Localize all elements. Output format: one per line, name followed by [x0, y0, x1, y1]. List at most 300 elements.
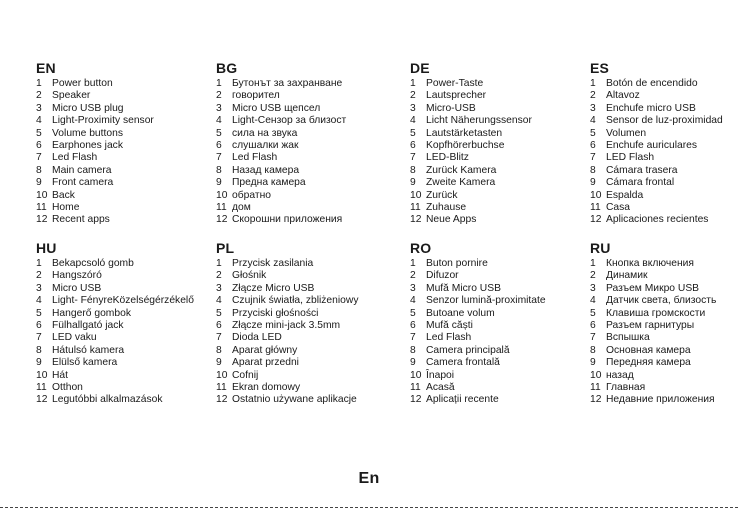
list-item: [216, 152, 391, 164]
item-number: 10: [36, 189, 48, 201]
item-label: Mufă Micro USB: [426, 282, 501, 294]
list-item: [590, 90, 738, 102]
item-label: сила на звука: [232, 127, 298, 139]
item-number: 7: [216, 332, 222, 344]
item-number: 7: [410, 332, 416, 344]
part-list: [410, 78, 585, 227]
item-number: 5: [590, 127, 596, 139]
item-number: 1: [590, 258, 596, 269]
list-item: [410, 270, 585, 282]
item-label: Предна камера: [232, 177, 306, 189]
list-item: [590, 258, 738, 270]
item-number: 12: [36, 214, 48, 226]
item-number: 8: [410, 164, 416, 176]
item-number: 9: [36, 177, 42, 189]
list-item: [36, 152, 211, 164]
item-label: Difuzor: [426, 270, 459, 282]
item-label: Zweite Kamera: [426, 177, 496, 189]
list-item: [410, 152, 585, 164]
item-number: 5: [216, 127, 222, 139]
item-label: Разъем гарнитуры: [606, 320, 695, 332]
item-number: 4: [590, 115, 596, 127]
item-label: Power button: [52, 78, 113, 89]
item-label: Power-Taste: [426, 78, 484, 89]
item-label: Senzor lumină-proximitate: [426, 295, 546, 307]
language-heading: ES: [590, 60, 610, 76]
item-number: 5: [36, 127, 42, 139]
item-number: 3: [410, 102, 416, 114]
item-number: 6: [410, 320, 416, 332]
list-item: [590, 140, 738, 152]
item-number: 9: [590, 357, 596, 369]
list-item: [590, 283, 738, 295]
item-number: 5: [590, 307, 596, 319]
item-label: Micro USB щепсел: [232, 102, 321, 114]
item-label: Fülhallgató jack: [52, 320, 124, 332]
part-list: [216, 78, 391, 227]
item-number: 1: [216, 78, 222, 89]
item-label: Hangerő gombok: [52, 307, 131, 319]
item-number: 11: [36, 382, 47, 394]
item-number: 12: [36, 394, 48, 406]
item-number: 9: [216, 177, 222, 189]
list-item: [590, 370, 738, 382]
language-section-es: [590, 60, 738, 227]
item-label: Botón de encendido: [606, 78, 698, 89]
item-number: 6: [216, 320, 222, 332]
item-label: Ostatnio używane aplikacje: [232, 394, 357, 406]
item-number: 4: [216, 295, 222, 307]
list-item: [216, 270, 391, 282]
list-item: [590, 332, 738, 344]
language-heading: DE: [410, 60, 430, 76]
item-label: Speaker: [52, 90, 91, 102]
item-number: 5: [410, 127, 416, 139]
language-section-ro: [410, 240, 585, 407]
item-label: LED vaku: [52, 332, 97, 344]
item-number: 3: [36, 282, 42, 294]
item-number: 2: [36, 90, 42, 102]
item-label: Enchufe micro USB: [606, 102, 696, 114]
item-label: Espalda: [606, 189, 644, 201]
item-number: 2: [410, 270, 416, 282]
item-number: 6: [36, 320, 42, 332]
item-number: 2: [216, 90, 222, 102]
item-number: 8: [36, 344, 42, 356]
list-item: [216, 394, 391, 406]
item-number: 3: [410, 282, 416, 294]
list-item: [410, 115, 585, 127]
item-number: 1: [216, 258, 222, 269]
item-label: Light- FényreKözelségérzékelő: [52, 295, 194, 307]
list-item: [36, 345, 211, 357]
item-number: 11: [410, 202, 421, 214]
part-list: [36, 258, 211, 407]
item-label: Recent apps: [52, 214, 110, 226]
list-item: [410, 258, 585, 270]
part-list: [590, 258, 738, 407]
list-item: [410, 308, 585, 320]
item-number: 3: [216, 102, 222, 114]
list-item: [216, 370, 391, 382]
item-number: 10: [590, 369, 602, 381]
item-number: 12: [216, 394, 228, 406]
list-item: [410, 320, 585, 332]
item-number: 7: [216, 152, 222, 164]
item-number: 1: [590, 78, 596, 89]
list-item: [410, 103, 585, 115]
list-item: [216, 128, 391, 140]
list-item: [590, 177, 738, 189]
list-item: [590, 190, 738, 202]
list-item: [410, 357, 585, 369]
list-item: [410, 140, 585, 152]
item-label: Вспышка: [606, 332, 650, 344]
part-list: [216, 258, 391, 407]
item-label: Camera frontală: [426, 357, 500, 369]
language-section-hu: [36, 240, 211, 407]
item-label: Przyciski głośności: [232, 307, 319, 319]
language-section-pl: [216, 240, 391, 407]
item-number: 8: [216, 164, 222, 176]
list-item: [36, 128, 211, 140]
list-item: [36, 103, 211, 115]
list-item: [410, 190, 585, 202]
item-number: 10: [590, 189, 602, 201]
list-item: [216, 332, 391, 344]
item-number: 7: [36, 332, 42, 344]
list-item: [410, 202, 585, 214]
list-item: [590, 308, 738, 320]
item-number: 4: [410, 115, 416, 127]
list-item: [410, 370, 585, 382]
item-number: 8: [216, 344, 222, 356]
language-heading: EN: [36, 60, 56, 76]
item-label: Złącze mini-jack 3.5mm: [232, 320, 341, 332]
page-footer-language: En: [358, 470, 380, 487]
list-item: [590, 345, 738, 357]
item-label: Недавние приложения: [606, 394, 715, 406]
item-number: 12: [216, 214, 228, 226]
list-item: [36, 165, 211, 177]
item-number: 9: [410, 177, 416, 189]
language-heading: BG: [216, 60, 238, 76]
list-item: [216, 283, 391, 295]
item-number: 2: [590, 90, 596, 102]
item-number: 7: [590, 332, 596, 344]
item-label: LED-Blitz: [426, 152, 469, 164]
list-item: [36, 78, 211, 90]
item-number: 10: [410, 369, 422, 381]
item-label: Bekapcsoló gomb: [52, 258, 134, 269]
item-label: Złącze Micro USB: [232, 282, 315, 294]
item-label: Otthon: [52, 382, 83, 394]
item-number: 2: [590, 270, 596, 282]
item-label: Przycisk zasilania: [232, 258, 314, 269]
list-item: [410, 214, 585, 226]
list-item: [216, 115, 391, 127]
item-label: Кнопка включения: [606, 258, 695, 269]
item-number: 6: [36, 140, 42, 152]
list-item: [36, 177, 211, 189]
item-label: Volumen: [606, 127, 647, 139]
list-item: [216, 140, 391, 152]
list-item: [590, 165, 738, 177]
item-number: 4: [410, 295, 416, 307]
item-number: 2: [216, 270, 222, 282]
item-label: Клавиша громскости: [606, 307, 706, 319]
item-label: Volume buttons: [52, 127, 123, 139]
item-label: Mufă căști: [426, 320, 473, 332]
list-item: [216, 165, 391, 177]
list-item: [216, 295, 391, 307]
list-item: [410, 394, 585, 406]
item-number: 12: [410, 214, 422, 226]
item-label: Main camera: [52, 164, 112, 176]
part-list: [36, 78, 211, 227]
list-item: [36, 140, 211, 152]
list-item: [216, 258, 391, 270]
item-label: Cámara frontal: [606, 177, 675, 189]
item-label: Elülső kamera: [52, 357, 118, 369]
item-label: говорител: [232, 90, 280, 102]
item-number: 10: [410, 189, 422, 201]
item-number: 10: [216, 189, 228, 201]
list-item: [590, 357, 738, 369]
item-number: 7: [410, 152, 416, 164]
list-item: [36, 90, 211, 102]
item-number: 11: [36, 202, 47, 214]
item-label: Cofnij: [232, 369, 259, 381]
item-label: Aparat przedni: [232, 357, 299, 369]
list-item: [410, 382, 585, 394]
list-item: [36, 320, 211, 332]
item-label: Ekran domowy: [232, 382, 301, 394]
item-label: Altavoz: [606, 90, 640, 102]
item-label: Licht Näherungssensor: [426, 115, 532, 127]
item-number: 6: [590, 320, 596, 332]
list-item: [410, 283, 585, 295]
item-label: Legutóbbi alkalmazások: [52, 394, 163, 406]
list-item: [36, 270, 211, 282]
item-number: 3: [216, 282, 222, 294]
list-item: [590, 214, 738, 226]
item-label: Скорошни приложения: [232, 214, 343, 226]
item-label: Aplicaciones recientes: [606, 214, 709, 226]
item-label: Aplicații recente: [426, 394, 499, 406]
item-number: 3: [36, 102, 42, 114]
item-number: 11: [590, 202, 601, 214]
item-number: 6: [216, 140, 222, 152]
item-label: Głośnik: [232, 270, 267, 282]
item-number: 12: [590, 394, 602, 406]
item-number: 6: [590, 140, 596, 152]
item-label: Hát: [52, 369, 69, 381]
language-section-ru: [590, 240, 738, 407]
list-item: [590, 115, 738, 127]
item-number: 10: [36, 369, 48, 381]
language-section-de: [410, 60, 585, 227]
part-list: [410, 258, 585, 407]
list-item: [216, 177, 391, 189]
item-number: 4: [216, 115, 222, 127]
language-heading: RU: [590, 240, 611, 256]
item-label: Butoane volum: [426, 307, 495, 319]
item-label: Casa: [606, 202, 631, 214]
item-label: Home: [52, 202, 80, 214]
item-label: Lautstärketasten: [426, 127, 503, 139]
list-item: [36, 332, 211, 344]
item-label: Camera principală: [426, 344, 510, 356]
item-number: 11: [216, 382, 227, 394]
item-number: 12: [590, 214, 602, 226]
item-label: Sensor de luz-proximidad: [606, 115, 723, 127]
list-item: [410, 128, 585, 140]
list-item: [36, 295, 211, 307]
item-number: 8: [590, 344, 596, 356]
item-number: 9: [36, 357, 42, 369]
part-list: [590, 78, 738, 227]
list-item: [216, 320, 391, 332]
item-number: 2: [410, 90, 416, 102]
language-section-en: [36, 60, 211, 227]
item-number: 4: [590, 295, 596, 307]
item-label: назад: [606, 369, 634, 381]
item-label: Разъем Микро USB: [606, 282, 700, 294]
list-item: [216, 382, 391, 394]
list-item: [410, 78, 585, 90]
item-number: 5: [36, 307, 42, 319]
list-item: [36, 357, 211, 369]
list-item: [590, 78, 738, 90]
item-number: 8: [590, 164, 596, 176]
item-number: 7: [36, 152, 42, 164]
language-heading: PL: [216, 240, 235, 256]
list-item: [216, 357, 391, 369]
item-label: Hátulsó kamera: [52, 344, 125, 356]
item-label: Acasă: [426, 382, 455, 394]
item-label: Cámara trasera: [606, 164, 678, 176]
item-label: Назад камера: [232, 164, 300, 176]
list-item: [216, 78, 391, 90]
item-label: Back: [52, 189, 75, 201]
list-item: [216, 214, 391, 226]
item-label: Kopfhörerbuchse: [426, 140, 505, 152]
item-label: Lautsprecher: [426, 90, 487, 102]
list-item: [590, 295, 738, 307]
list-item: [36, 214, 211, 226]
item-number: 10: [216, 369, 228, 381]
item-label: Датчик света, близость: [606, 295, 717, 307]
item-label: Dioda LED: [232, 332, 282, 344]
language-heading: HU: [36, 240, 57, 256]
list-item: [216, 190, 391, 202]
list-item: [36, 308, 211, 320]
item-number: 1: [410, 258, 416, 269]
item-label: Основная камера: [606, 344, 691, 356]
language-section-bg: [216, 60, 391, 227]
item-label: Led Flash: [52, 152, 98, 164]
list-item: [410, 177, 585, 189]
item-label: Главная: [606, 382, 646, 394]
list-item: [590, 394, 738, 406]
list-item: [216, 202, 391, 214]
list-item: [36, 394, 211, 406]
item-number: 12: [410, 394, 422, 406]
item-label: Led Flash: [232, 152, 278, 164]
list-item: [590, 320, 738, 332]
item-label: Hangszóró: [52, 270, 102, 282]
list-item: [36, 202, 211, 214]
item-number: 2: [36, 270, 42, 282]
item-label: Aparat główny: [232, 344, 298, 356]
item-label: Light-Proximity sensor: [52, 115, 154, 127]
list-item: [410, 295, 585, 307]
item-label: Динамик: [606, 270, 648, 282]
item-label: Led Flash: [426, 332, 472, 344]
item-label: Neue Apps: [426, 214, 477, 226]
item-number: 5: [216, 307, 222, 319]
list-item: [36, 115, 211, 127]
item-number: 9: [590, 177, 596, 189]
list-item: [216, 345, 391, 357]
list-item: [590, 382, 738, 394]
list-item: [410, 165, 585, 177]
item-number: 1: [36, 258, 42, 269]
item-label: Înapoi: [426, 369, 455, 381]
item-label: Zurück Kamera: [426, 164, 497, 176]
list-item: [216, 90, 391, 102]
item-label: слушалки жак: [232, 140, 299, 152]
item-label: Czujnik światła, zbliżeniowy: [232, 295, 359, 307]
item-label: обратно: [232, 189, 271, 201]
item-number: 9: [410, 357, 416, 369]
item-label: Earphones jack: [52, 140, 123, 152]
item-number: 11: [216, 202, 227, 214]
list-item: [36, 283, 211, 295]
item-label: Front camera: [52, 177, 114, 189]
item-number: 9: [216, 357, 222, 369]
item-label: Light-Сензор за близост: [232, 115, 347, 127]
item-label: Бутонът за захранване: [232, 78, 343, 89]
list-item: [590, 152, 738, 164]
item-number: 8: [410, 344, 416, 356]
item-label: дом: [232, 202, 251, 214]
item-number: 6: [410, 140, 416, 152]
list-item: [590, 128, 738, 140]
item-label: Передняя камера: [606, 357, 691, 369]
page-divider: [0, 507, 738, 508]
item-label: Micro USB plug: [52, 102, 124, 114]
item-number: 4: [36, 295, 42, 307]
list-item: [216, 103, 391, 115]
item-label: Zuhause: [426, 202, 467, 214]
item-number: 11: [590, 382, 601, 394]
item-number: 1: [36, 78, 42, 89]
item-label: Enchufe auriculares: [606, 140, 698, 152]
item-number: 5: [410, 307, 416, 319]
item-label: Zurück: [426, 189, 458, 201]
list-item: [36, 370, 211, 382]
item-label: Buton pornire: [426, 258, 488, 269]
item-number: 8: [36, 164, 42, 176]
item-label: Micro USB: [52, 282, 102, 294]
item-number: 4: [36, 115, 42, 127]
item-label: Micro-USB: [426, 102, 476, 114]
list-item: [36, 382, 211, 394]
list-item: [590, 103, 738, 115]
item-number: 7: [590, 152, 596, 164]
